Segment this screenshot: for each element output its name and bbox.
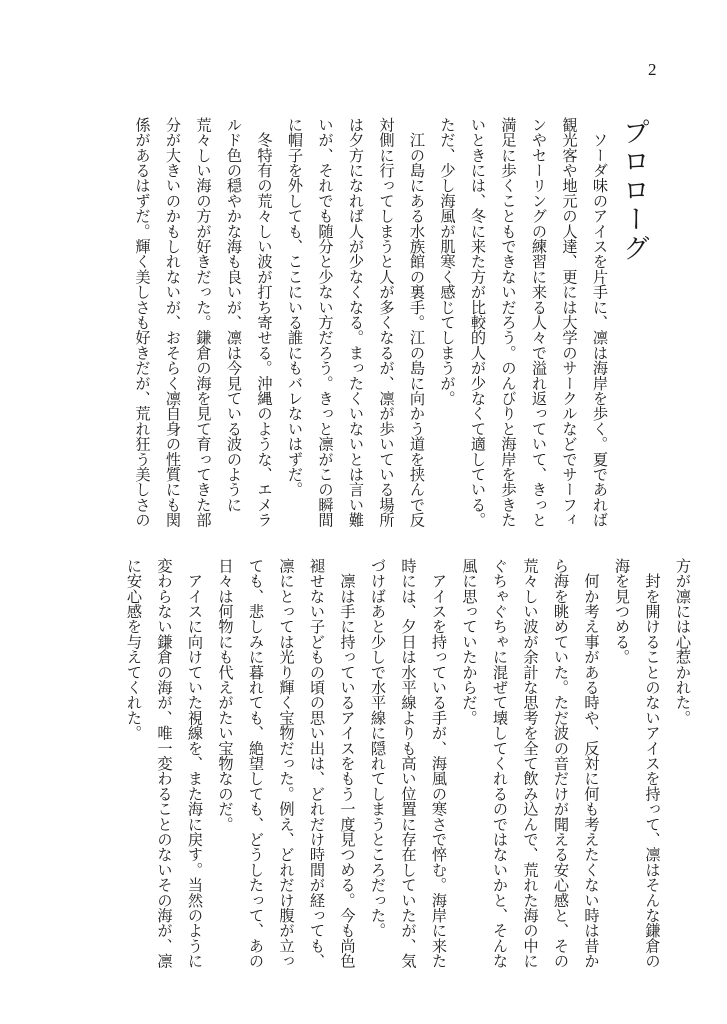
text-column: ただ、少し海風が肌寒く感じてしまうが。 (438, 117, 457, 406)
body-text-lower (119, 558, 699, 968)
text-column: 時には、夕日は水平線よりも高い位置に存在していたが、気 (399, 558, 418, 969)
text-column: ても、悲しみに暮れても、絶望しても、どうしたって、あの (247, 558, 265, 969)
text-column: いが、それでも随分と少ない方だろう。きっと凛がこの瞬間 (316, 117, 335, 528)
text-column: ぐちゃぐちゃに混ぜて壊してくれるのではないかと、そんな (491, 558, 509, 969)
text-column: 日々は何物にも代えがたい宝物なのだ。 (216, 558, 235, 832)
text-column: 封を開けることのないアイスを持って、凛はそんな鎌倉の (643, 558, 662, 969)
text-column: 荒々しい波が余計な思考を全て飲み込んで、荒れた海の中に (521, 558, 540, 969)
text-column: 冬特有の荒々しい波が打ち寄せる。沖縄のような、エメラ (255, 117, 274, 528)
text-column: ソーダ味のアイスを片手に、凛は海岸を歩く。夏であれば (591, 117, 609, 528)
text-column: 対側に行ってしまうと人が多くなるが、凛が歩いている場所 (377, 117, 396, 528)
text-column: 荒々しい海の方が好きだった。鎌倉の海を見て育ってきた部 (194, 117, 213, 528)
text-column: は夕方になれば人が少なくなる。まったくいないとは言い難 (347, 117, 365, 528)
chapter-title: プロローグ (618, 118, 649, 263)
text-column: 係があるはずだ。輝く美しさも好きだが、荒れ狂う美しさの (133, 117, 152, 528)
text-column: アイスに向けていた視線を、また海に戻す。当然のように (186, 558, 204, 969)
text-column: 分が大きいのかもしれないが、おそらく凛自身の性質にも関 (164, 117, 182, 528)
text-column: ンやセーリングの練習に来る人々で溢れ返っていて、きっと (530, 117, 548, 528)
text-column: に安心感を与えてくれた。 (125, 558, 143, 741)
text-column: 何か考え事がある時や、反対に何も考えたくない時は昔か (582, 558, 601, 969)
page-number: 2 (648, 60, 657, 79)
text-column: 観光客や地元の人達、更には大学のサークルなどでサーフィ (560, 117, 579, 528)
text-column: 風に思っていたからだ。 (460, 558, 479, 726)
text-column: アイスを持っている手が、海風の寒さで悴む。海岸に来た (430, 558, 448, 969)
text-column: 凛は手に持っているアイスをもう一度見つめる。今も尚色 (338, 558, 357, 969)
text-column: 凛にとっては光り輝く宝物だった。例え、どれだけ腹が立っ (277, 558, 296, 969)
text-column: 海を見つめる。 (613, 558, 631, 665)
text-column: ら海を眺めていた。ただ波の音だけが聞える安心感と、その (552, 558, 570, 969)
text-column: いときには、冬に来た方が比較的人が少なくて適している。 (469, 117, 487, 528)
text-column: に帽子を外しても、ここにいる誰にもバレないはずだ。 (286, 117, 304, 497)
text-column: ルド色の穏やかな海も良いが、凛は今見ている波のように (225, 117, 243, 513)
text-column: 変わらない鎌倉の海が、唯一変わることのないその海が、凛 (155, 558, 174, 969)
text-column: 褪せない子どもの頃の思い出は、どれだけ時間が経っても、 (308, 558, 326, 969)
text-column: づけばあと少しで水平線に隠れてしまうところだった。 (369, 558, 387, 938)
text-column: 方が凛には心惹かれた。 (674, 558, 692, 726)
text-column: 江の島にある水族館の裏手。江の島に向かう道を挟んで反 (408, 117, 426, 528)
body-text-upper (127, 117, 615, 527)
text-column: 満足に歩くこともできないだろう。のんびりと海岸を歩きた (499, 117, 518, 528)
